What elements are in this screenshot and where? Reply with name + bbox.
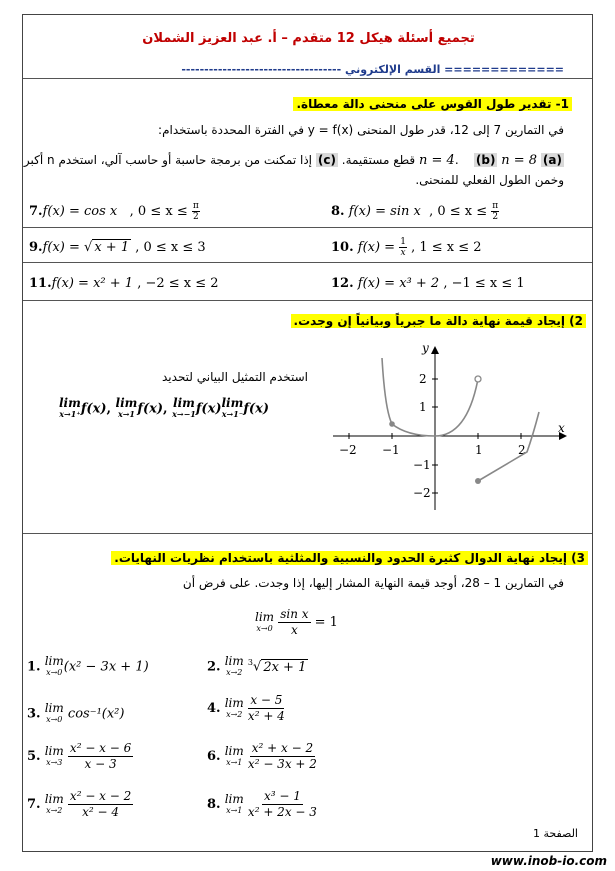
y-axis-label: y bbox=[422, 341, 429, 355]
problem-5: 5. lim x→3 $\frac{\text{x² − x − 6}}{x - 3}$ bbox=[27, 741, 132, 771]
section2-heading: 2) إيجاد قيمة نهاية دالة ما جبرياً وبيانياً إن وجدت. bbox=[291, 310, 586, 329]
exercise-12: 12. f(x) = x³ + 2 , −1 ≤ x ≤ 1 bbox=[331, 276, 525, 291]
y-axis-arrow bbox=[431, 346, 439, 354]
section1-options: (a) n = 4. (b) n = 8 قطع مستقيمة. (c) إذا تمكنت من برمجة حاسبة أو حاسب آلي، استخدم n أكبر bbox=[23, 153, 562, 168]
exercise-10: 10. f(x) = $\frac{1}{x}$ , 1 ≤ x ≤ 2 bbox=[331, 237, 482, 258]
x-tick-label: 1 bbox=[475, 443, 483, 457]
page-frame bbox=[22, 14, 593, 852]
problem-4: 4. lim x→2 $\frac{x - 5}{\text{x² + 4}}$ bbox=[207, 693, 285, 723]
curve-right bbox=[478, 412, 539, 481]
section3-heading: 3) إيجاد نهاية الدوال كثيرة الحدود والنسبية والمثلثية باستخدام نظريات النهايات. bbox=[111, 547, 588, 566]
problem-1: 1. lim x→0 (x² − 3x + 1) bbox=[27, 654, 149, 677]
problem-6: 6. lim x→1 $\frac{\text{x² + x − 2}}{\text{x² − 3x + 2}}$ bbox=[207, 741, 317, 771]
y-tick-label: 1 bbox=[419, 400, 427, 414]
problem-3: 3. lim x→0 cos⁻¹(x²) bbox=[27, 701, 125, 724]
page-number: الصفحة 1 bbox=[532, 827, 578, 840]
curve-parabola bbox=[435, 379, 478, 436]
website-link[interactable]: www.inob-io.com bbox=[490, 854, 607, 868]
page-title: تجميع أسئلة هيكل 12 متقدم – أ. عبد العزيز الشملان bbox=[142, 31, 475, 46]
x-axis-label: x bbox=[558, 421, 565, 435]
open-point bbox=[475, 376, 481, 382]
limit-graph bbox=[327, 340, 567, 518]
y-tick-label: −1 bbox=[413, 458, 431, 472]
exercise-9: 9.f(x) = √ x + 1 , 0 ≤ x ≤ 3 bbox=[29, 240, 206, 255]
closed-point-left bbox=[389, 421, 395, 427]
section1-instruction: في التمارين 7 إلى 12، قدر طول المنحنى y = f(x) في الفترة المحددة باستخدام: bbox=[158, 123, 564, 137]
graph-instruction: استخدم التمثيل البياني لتحديد bbox=[162, 370, 308, 384]
given-limit: lim x→0 $\frac{\text{sin x}}{x}$ = 1 bbox=[255, 607, 338, 637]
section3-instruction: في التمارين 1 – 28، أوجد قيمة النهاية المشار إليها، إذا وجدت. على فرض أن bbox=[182, 576, 564, 590]
y-tick-label: −2 bbox=[413, 486, 431, 500]
y-tick-label: 2 bbox=[419, 372, 427, 386]
problem-7: 7. lim x→2 $\frac{\text{x² − x − 2}}{\text{x² − 4}}$ bbox=[27, 789, 132, 819]
exercise-8: 8. f(x) = sin x , 0 ≤ x ≤ $\frac{\pi}{2}$ bbox=[331, 201, 499, 222]
x-tick-label: −2 bbox=[339, 443, 357, 457]
problem-2: 2. lim x→2 $^3$√ 2x + 1 bbox=[207, 654, 307, 677]
section1-heading: 1- تقدير طول القوس على منحنى دالة معطاة. bbox=[293, 93, 572, 112]
x-tick-label: −1 bbox=[382, 443, 400, 457]
section-label: ============= القسم الإلكتروني ----------------------------------- bbox=[181, 63, 564, 76]
limits-list: lim x→1⁺ f(x), lim x→1 f(x), lim x→−1 f(x) lim x→1⁻ f(x) bbox=[59, 396, 269, 419]
closed-point-right bbox=[475, 478, 481, 484]
divider bbox=[23, 78, 592, 79]
problem-8: 8. lim x→1 $\frac{\text{x³ − 1}}{\text{x² + 2x − 3}}$ bbox=[207, 789, 317, 819]
exercise-7: 7.f(x) = cos x , 0 ≤ x ≤ $\frac{\pi}{2}$ bbox=[29, 201, 199, 222]
x-tick-label: 2 bbox=[518, 443, 526, 457]
section1-options-line2: وخمن الطول الفعلي للمنحنى. bbox=[415, 173, 564, 187]
exercise-11: 11.f(x) = x² + 1 , −2 ≤ x ≤ 2 bbox=[29, 276, 219, 291]
